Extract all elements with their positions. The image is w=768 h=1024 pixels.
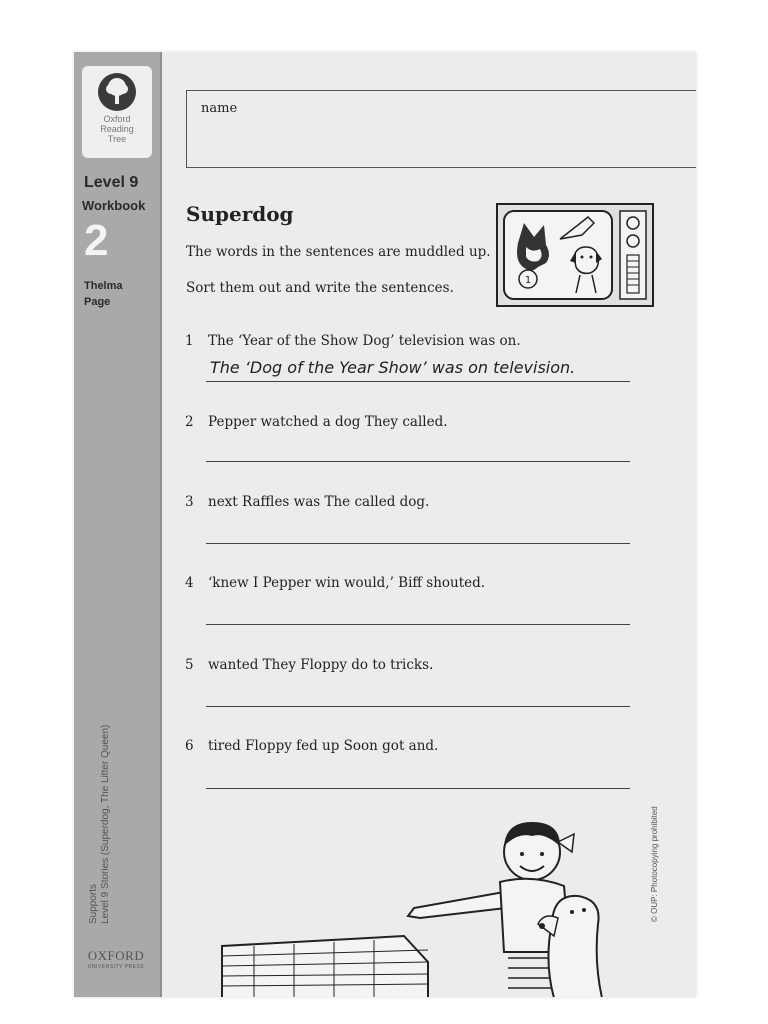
question-text: wanted They Floppy do to tricks. bbox=[208, 657, 434, 673]
tree-icon bbox=[97, 72, 137, 112]
workbook-number: 2 bbox=[84, 216, 109, 265]
instruction-line: Sort them out and write the sentences. bbox=[186, 280, 454, 296]
name-field[interactable] bbox=[186, 90, 696, 168]
answer-line[interactable] bbox=[206, 788, 630, 789]
question-number: 4 bbox=[185, 575, 194, 591]
workbook-page bbox=[74, 52, 696, 997]
logo-text-line: Oxford bbox=[103, 114, 131, 124]
question-text: ‘knew I Pepper win would,’ Biff shouted. bbox=[208, 575, 486, 591]
copyright-note: © OUP: Photocopying prohibited bbox=[650, 806, 659, 922]
question-number: 3 bbox=[185, 494, 194, 510]
answer-line[interactable] bbox=[206, 461, 630, 462]
publisher-logo bbox=[76, 948, 156, 970]
oxford-reading-tree-logo bbox=[82, 66, 152, 158]
question-text: Pepper watched a dog They called. bbox=[208, 414, 448, 430]
supports-note bbox=[88, 725, 112, 924]
question-number: 5 bbox=[185, 657, 194, 673]
answer-line[interactable] bbox=[206, 624, 630, 625]
publisher-subtitle: UNIVERSITY PRESS bbox=[87, 964, 145, 970]
level-label: Level 9 bbox=[84, 174, 139, 191]
instruction-line: The words in the sentences are muddled up. bbox=[186, 244, 491, 260]
sidebar bbox=[74, 52, 162, 997]
answer-line[interactable] bbox=[206, 706, 630, 707]
supports-line: Supports bbox=[88, 883, 99, 924]
question-number: 6 bbox=[185, 738, 194, 754]
author-last-name: Page bbox=[84, 296, 111, 308]
publisher-name: OXFORD bbox=[87, 948, 145, 963]
workbook-label: Workbook bbox=[82, 198, 146, 213]
child-and-dog-illustration bbox=[214, 812, 604, 997]
author-first-name: Thelma bbox=[84, 280, 123, 292]
badge-number: 1 bbox=[524, 275, 532, 286]
question-text: The ‘Year of the Show Dog’ television was on. bbox=[208, 333, 521, 349]
page-title: Superdog bbox=[186, 202, 294, 226]
answer-line[interactable] bbox=[206, 543, 630, 544]
question-number: 2 bbox=[185, 414, 194, 430]
answer-line[interactable] bbox=[206, 381, 630, 382]
logo-text-line: Tree bbox=[107, 134, 127, 144]
name-label: name bbox=[201, 101, 238, 116]
supports-line: Level 9 Stories (Superdog, The Litter Queen) bbox=[100, 724, 111, 924]
author-name bbox=[84, 278, 154, 310]
example-answer: The ‘Dog of the Year Show’ was on television. bbox=[210, 358, 576, 377]
tv-illustration bbox=[496, 203, 654, 307]
question-text: next Raffles was The called dog. bbox=[208, 494, 430, 510]
question-text: tired Floppy fed up Soon got and. bbox=[208, 738, 439, 754]
question-number: 1 bbox=[185, 333, 194, 349]
logo-text-line: Reading bbox=[100, 124, 134, 134]
